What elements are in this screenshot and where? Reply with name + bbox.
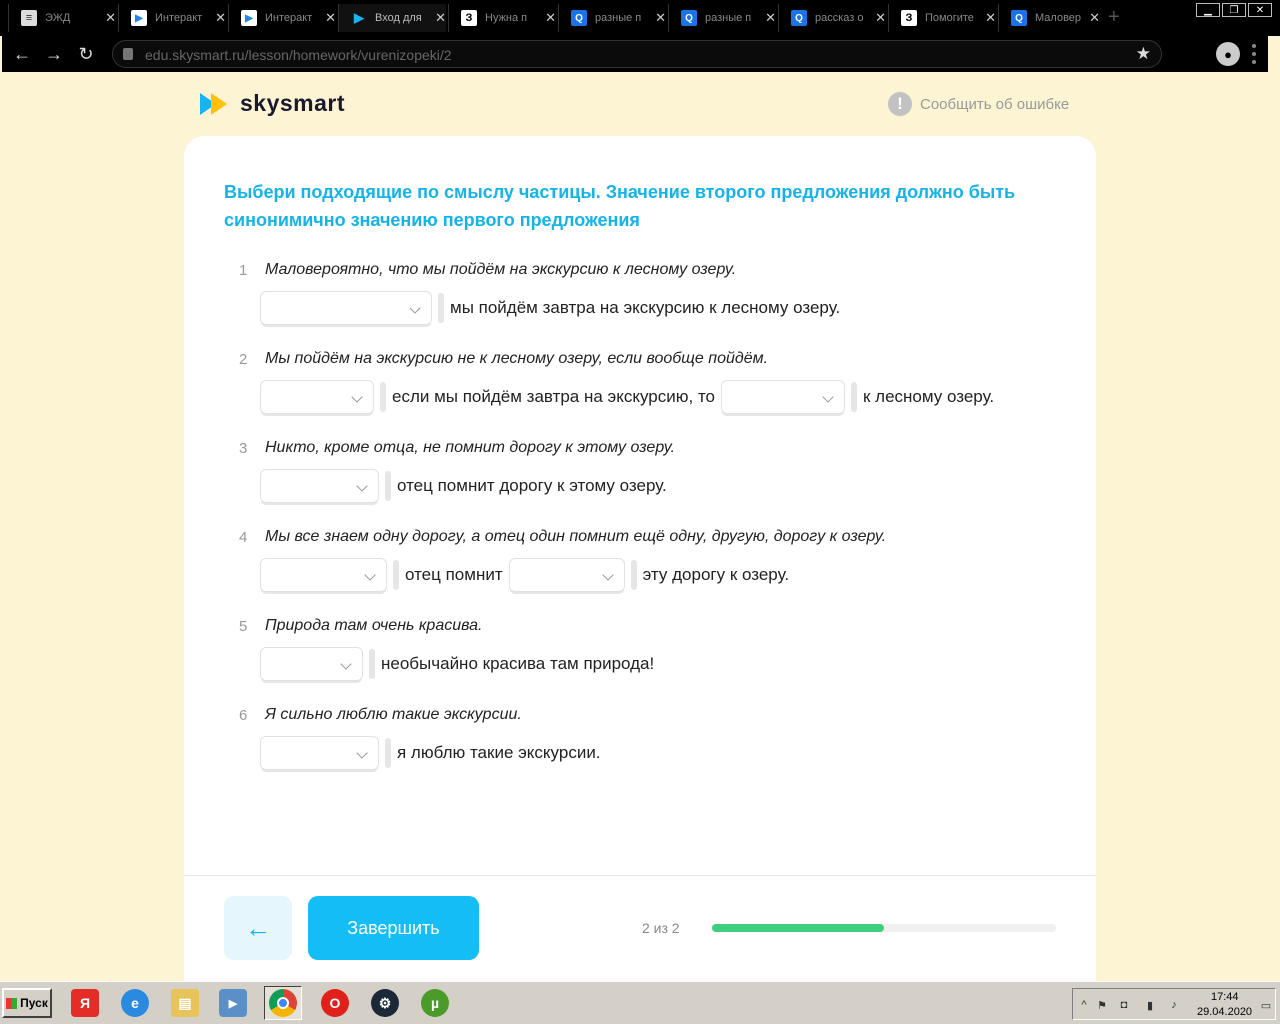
yandex-search-icon: Q [681, 10, 697, 26]
browser-tab[interactable] [558, 4, 666, 32]
close-icon[interactable]: ✕ [875, 10, 886, 25]
tab-label: ЭЖД [45, 12, 71, 24]
chevron-down-icon [356, 480, 367, 491]
select-divider [851, 382, 857, 412]
question-number: 3 [239, 440, 248, 457]
new-tab-icon[interactable]: + [1108, 6, 1120, 28]
close-icon[interactable]: ✕ [655, 10, 666, 25]
chevron-down-icon [602, 569, 613, 580]
question-sentence: Мы все знаем одну дорогу, а отец один помнит ещё одну, другую, дорогу к озеру. [265, 528, 887, 545]
select-divider [438, 293, 444, 323]
question-sentence: Маловероятно, что мы пойдём на экскурсию к лесному озеру. [265, 261, 737, 278]
question-sentence: Я сильно люблю такие экскурсии. [265, 706, 522, 723]
volume-icon[interactable]: ♪ [1171, 999, 1177, 1011]
close-icon[interactable]: ✕ [215, 10, 226, 25]
restore-icon[interactable]: ❐ [1222, 3, 1246, 17]
task-card [184, 136, 1096, 981]
question-number: 2 [239, 351, 248, 368]
menu-dots-icon[interactable] [1252, 44, 1256, 64]
system-tray [1072, 988, 1276, 1020]
answer-text: мы пойдём завтра на экскурсию к лесному озеру. [450, 298, 841, 317]
browser-tab[interactable] [888, 4, 996, 32]
tab-label: разные п [595, 12, 642, 24]
browser-tab[interactable] [228, 4, 336, 32]
tab-label: рассказ о [815, 12, 864, 24]
answer-text: отец помнит [405, 565, 503, 584]
chevron-down-icon [340, 658, 351, 669]
show-desktop-icon[interactable]: ▭ [1260, 999, 1272, 1012]
clock-time[interactable]: 17:44 [1211, 991, 1239, 1003]
answer-row [260, 379, 1000, 415]
yandex-browser-icon[interactable]: Я [66, 986, 104, 1020]
chevron-down-icon [351, 391, 362, 402]
question-number: 4 [239, 529, 248, 546]
progress-bar [712, 924, 1056, 932]
scrollbar[interactable] [1268, 36, 1280, 981]
select-divider [631, 560, 637, 590]
answer-row [260, 646, 660, 682]
question-number: 1 [239, 262, 248, 279]
answer-row [260, 557, 795, 593]
flag-tray-icon[interactable]: ⚑ [1097, 999, 1107, 1012]
tab-label: Вход для [375, 12, 422, 24]
select-divider [385, 738, 391, 768]
question-number: 5 [239, 618, 248, 635]
progress-fill [712, 924, 884, 932]
browser-tab[interactable] [8, 4, 116, 32]
back-button[interactable] [224, 896, 292, 960]
yandex-search-icon: Q [571, 10, 587, 26]
lock-icon [123, 48, 133, 60]
answer-row [260, 468, 673, 504]
back-arrow-icon[interactable]: ← [13, 43, 31, 64]
chevron-down-icon [364, 569, 375, 580]
profile-icon[interactable]: ● [1216, 42, 1240, 66]
browser-tab-active[interactable] [338, 4, 446, 32]
tab-label: Нужна п [485, 12, 528, 24]
select-divider [385, 471, 391, 501]
particle-select[interactable] [260, 291, 432, 325]
tab-label: разные п [705, 12, 752, 24]
chevron-down-icon [409, 302, 420, 313]
skysmart-icon: ▶ [354, 10, 364, 25]
forward-arrow-icon[interactable]: → [45, 43, 63, 64]
question-sentence: Никто, кроме отца, не помнит дорогу к этому озеру. [265, 439, 676, 456]
tab-label: Интеракт [265, 12, 313, 24]
minimize-icon[interactable]: ▁ [1196, 3, 1220, 17]
skysmart-logo[interactable] [200, 90, 345, 117]
arrow-left-icon: ← [245, 912, 271, 943]
browser-tab[interactable] [778, 4, 886, 32]
close-window-icon[interactable]: ✕ [1248, 3, 1272, 17]
particle-select[interactable] [260, 647, 363, 681]
ie-icon[interactable]: e [116, 986, 154, 1020]
steam-icon[interactable]: ⚙ [366, 986, 404, 1020]
report-error-link[interactable] [888, 92, 1069, 116]
browser-tab-bar [0, 0, 1280, 36]
logo-mark-icon [200, 91, 234, 117]
taskbar [0, 981, 1280, 1024]
particle-select[interactable] [260, 736, 379, 770]
opera-icon[interactable]: O [316, 986, 354, 1020]
chevron-down-icon [822, 391, 833, 402]
close-icon[interactable]: ✕ [765, 10, 776, 25]
browser-tab[interactable] [118, 4, 226, 32]
question-sentence: Мы пойдём на экскурсию не к лесному озеру, если вообще пойдём. [265, 350, 769, 367]
answer-text: отец помнит дорогу к этому озеру. [397, 476, 667, 495]
windows-flag-icon [6, 998, 17, 1009]
play-icon: ▶ [131, 10, 147, 26]
tab-label: Помогите [925, 12, 974, 24]
task-title: Выбери подходящие по смыслу частицы. Значение второго предложения должно быть синонимично значению первого предложения [224, 182, 1016, 230]
question-sentence: Природа там очень красива. [265, 617, 483, 634]
close-icon[interactable]: ✕ [435, 10, 446, 25]
tab-label: Интеракт [155, 12, 203, 24]
window-controls [1196, 3, 1272, 17]
chrome-icon[interactable] [264, 986, 302, 1020]
answer-text: если мы пойдём завтра на экскурсию, то [392, 387, 715, 406]
reload-icon[interactable]: ↻ [78, 43, 94, 64]
start-label: Пуск [20, 996, 48, 1010]
doc-icon: ≡ [21, 10, 37, 26]
bookmark-star-icon[interactable]: ★ [1135, 44, 1151, 63]
chevron-down-icon [356, 747, 367, 758]
close-icon[interactable]: ✕ [545, 10, 556, 25]
security-tray-icon[interactable]: ◘ [1120, 999, 1128, 1011]
play-icon: ▶ [241, 10, 257, 26]
particle-select[interactable] [509, 558, 625, 592]
url-text[interactable]: edu.skysmart.ru/lesson/homework/vurenizopeki/2 [145, 47, 452, 63]
media-player-icon[interactable]: ▶ [214, 986, 252, 1020]
utorrent-icon[interactable]: µ [416, 986, 454, 1020]
yandex-search-icon: Q [1011, 10, 1027, 26]
exclamation-icon: ! [888, 92, 912, 116]
close-icon[interactable]: ✕ [105, 10, 116, 25]
browser-toolbar [2, 36, 1268, 72]
answer-text: я люблю такие экскурсии. [397, 743, 601, 762]
answer-row [260, 735, 607, 771]
start-button[interactable] [2, 988, 52, 1018]
report-error-label: Сообщить об ошибке [920, 95, 1070, 113]
finish-button[interactable]: Завершить [308, 896, 479, 960]
browser-tab[interactable] [668, 4, 776, 32]
select-divider [393, 560, 399, 590]
particle-select[interactable] [260, 558, 387, 592]
page-counter: 2 из 2 [642, 920, 680, 936]
answer-row [260, 290, 846, 326]
footer-divider [184, 875, 1096, 876]
particle-select[interactable] [260, 469, 379, 503]
close-icon[interactable]: ✕ [325, 10, 336, 25]
browser-tab[interactable] [998, 4, 1100, 32]
answer-text: эту дорогу к озеру. [642, 565, 790, 584]
z-icon: З [901, 10, 917, 26]
select-divider [380, 382, 386, 412]
logo-text: skysmart [240, 90, 346, 116]
z-icon: З [461, 10, 477, 26]
answer-text: к лесному озеру. [863, 387, 995, 406]
browser-tab[interactable] [448, 4, 556, 32]
yandex-search-icon: Q [791, 10, 807, 26]
tab-label: Маловер [1035, 12, 1082, 24]
folder-icon[interactable]: ▤ [166, 986, 204, 1020]
close-icon[interactable]: ✕ [1089, 10, 1100, 25]
particle-select[interactable] [260, 380, 374, 414]
answer-text: необычайно красива там природа! [381, 654, 655, 673]
address-bar[interactable] [112, 40, 1162, 68]
select-divider [369, 649, 375, 679]
chevron-up-icon[interactable]: ^ [1081, 999, 1087, 1011]
close-icon[interactable]: ✕ [985, 10, 996, 25]
clock-date[interactable]: 29.04.2020 [1197, 1006, 1253, 1018]
question-number: 6 [239, 707, 248, 724]
network-signal-icon[interactable]: ▮ [1146, 999, 1154, 1012]
particle-select[interactable] [721, 380, 845, 414]
